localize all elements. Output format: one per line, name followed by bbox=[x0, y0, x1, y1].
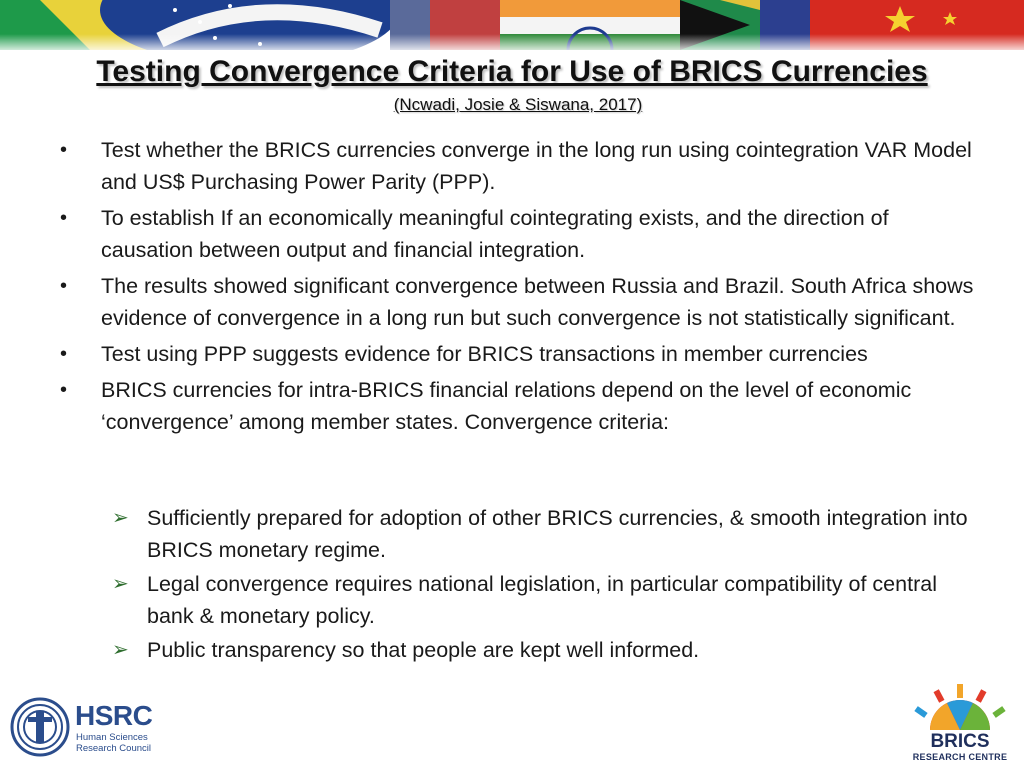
hsrc-emblem-icon bbox=[10, 697, 70, 757]
bullet-text: Test whether the BRICS currencies converge in the long run using cointegration VAR Model and US$ Purchasing Power Parity (PPP). bbox=[101, 138, 972, 194]
hsrc-fullname bbox=[76, 733, 151, 754]
bullet-marker: • bbox=[60, 207, 68, 229]
bullet-list bbox=[56, 134, 976, 442]
brics-subtitle: RESEARCH CENTRE bbox=[912, 752, 1008, 762]
hsrc-logo bbox=[10, 697, 180, 759]
bullet-text: To establish If an economically meaningful cointegrating exists, and the direction of causation between output and financial integration. bbox=[101, 206, 889, 262]
slide-title: Testing Convergence Criteria for Use of BRICS Currencies bbox=[96, 55, 928, 88]
sub-bullet-item bbox=[112, 634, 972, 666]
flags-banner bbox=[0, 0, 1024, 50]
bullet-item bbox=[56, 270, 976, 334]
brics-name: BRICS bbox=[930, 731, 990, 752]
bullet-item bbox=[56, 134, 976, 198]
arrow-bullet-icon: ➢ bbox=[112, 507, 129, 529]
bullet-marker: • bbox=[60, 275, 68, 297]
bullet-text: Test using PPP suggests evidence for BRICS transactions in member currencies bbox=[101, 342, 868, 366]
arrow-bullet-icon: ➢ bbox=[112, 573, 129, 595]
slide-citation: (Ncwadi, Josie & Siswana, 2017) bbox=[393, 95, 643, 114]
sub-bullet-text: Sufficiently prepared for adoption of other BRICS currencies, & smooth integration into BRICS monetary regime. bbox=[147, 506, 968, 562]
bullet-text: The results showed significant convergence between Russia and Brazil. South Africa shows evidence of convergence in a long run but such convergence is not statistically significant. bbox=[101, 274, 974, 330]
brics-research-centre-logo bbox=[902, 684, 1018, 766]
sub-bullet-item bbox=[112, 502, 972, 566]
sub-bullet-item bbox=[112, 568, 972, 632]
bullet-marker: • bbox=[60, 379, 68, 401]
bullet-marker: • bbox=[60, 139, 68, 161]
hsrc-name: HSRC bbox=[75, 700, 153, 731]
hsrc-line2: Research Council bbox=[76, 742, 151, 754]
bullet-item bbox=[56, 202, 976, 266]
sub-bullet-list bbox=[112, 502, 972, 668]
sub-bullet-text: Legal convergence requires national legislation, in particular compatibility of central bank & monetary policy. bbox=[147, 572, 937, 628]
bullet-marker: • bbox=[60, 343, 68, 365]
bullet-item bbox=[56, 374, 976, 438]
hsrc-line1: Human Sciences bbox=[76, 732, 148, 743]
bullet-item bbox=[56, 338, 976, 370]
bullet-text: BRICS currencies for intra-BRICS financial relations depend on the level of economic ‘convergence’ among member states. Convergence criteria: bbox=[101, 378, 912, 434]
arrow-bullet-icon: ➢ bbox=[112, 639, 129, 661]
brics-rays-icon bbox=[902, 684, 1018, 734]
sub-bullet-text: Public transparency so that people are kept well informed. bbox=[147, 638, 700, 662]
